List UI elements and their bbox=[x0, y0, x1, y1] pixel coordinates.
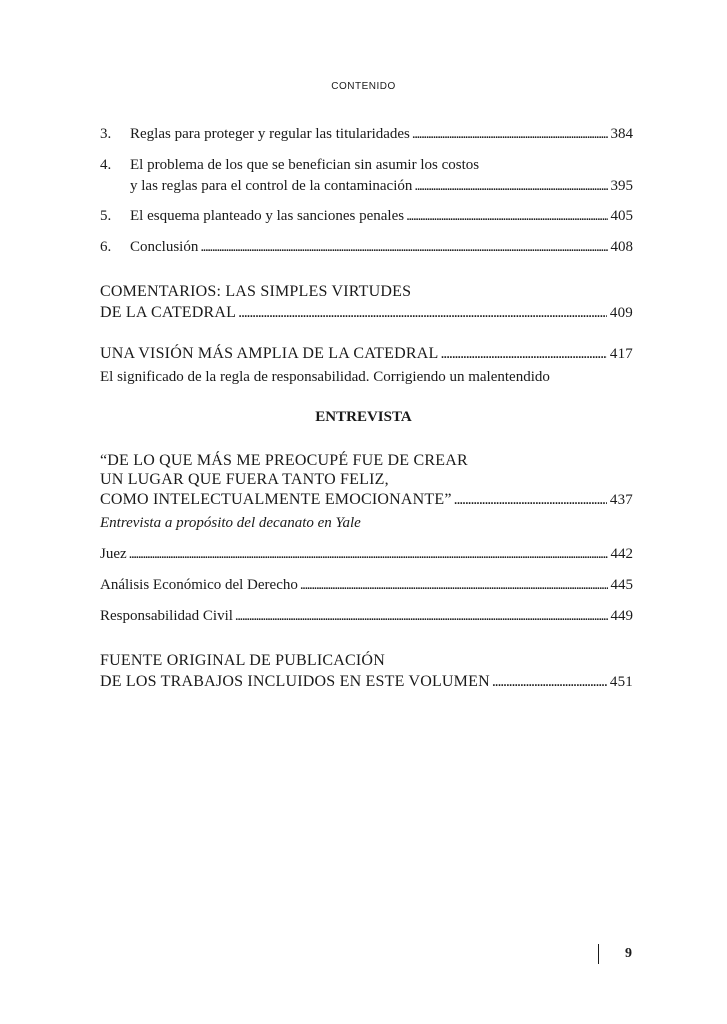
toc-entry-entrevista bbox=[100, 490, 633, 510]
toc-entry-responsabilidad bbox=[100, 607, 633, 626]
entry-title: Juez bbox=[100, 546, 127, 562]
entry-title-line1: El problema de los que se benefician sin asumir los costos bbox=[130, 157, 480, 173]
section-title: ENTREVISTA bbox=[315, 409, 412, 425]
entry-title: DE LOS TRABAJOS INCLUIDOS EN ESTE VOLUMEN bbox=[100, 673, 490, 690]
toc-entry-juez bbox=[100, 545, 633, 564]
dot-leader bbox=[412, 125, 608, 144]
toc-entry-vision bbox=[100, 344, 633, 364]
vision-subtitle: El significado de la regla de responsabilidad. Corrigiendo un malentendido bbox=[100, 369, 550, 385]
dot-leader bbox=[129, 545, 608, 564]
entry-number: 5. bbox=[100, 208, 112, 224]
dot-leader bbox=[441, 344, 607, 363]
running-head: CONTENIDO bbox=[331, 81, 396, 92]
dot-leader bbox=[414, 177, 607, 196]
comentarios-title-line1: COMENTARIOS: LAS SIMPLES VIRTUDES bbox=[100, 283, 412, 300]
entry-page: 417 bbox=[609, 346, 633, 362]
entry-number: 3. bbox=[100, 126, 112, 142]
entry-page: 451 bbox=[609, 674, 633, 690]
entry-title: DE LA CATEDRAL bbox=[100, 304, 237, 321]
dot-leader bbox=[200, 238, 607, 257]
dot-leader bbox=[406, 207, 607, 226]
dot-leader bbox=[300, 576, 608, 595]
entry-number: 6. bbox=[100, 239, 112, 255]
dot-leader bbox=[238, 303, 607, 322]
toc-entry-6 bbox=[100, 238, 633, 257]
toc-entry-3 bbox=[100, 125, 633, 144]
entry-page: 409 bbox=[609, 305, 633, 321]
fuente-title-line1: FUENTE ORIGINAL DE PUBLICACIÓN bbox=[100, 652, 385, 669]
dot-leader bbox=[235, 607, 608, 626]
entrevista-subtitle: Entrevista a propósito del decanato en Yale bbox=[100, 515, 361, 531]
entry-title: Análisis Económico del Derecho bbox=[100, 577, 298, 593]
entry-title: El esquema planteado y las sanciones penales bbox=[130, 208, 405, 224]
entry-page: 442 bbox=[610, 546, 633, 562]
entrevista-title-line2: UN LUGAR QUE FUERA TANTO FELIZ, bbox=[100, 471, 389, 488]
dot-leader bbox=[492, 672, 607, 691]
toc-entry-analisis bbox=[100, 576, 633, 595]
entry-title: y las reglas para el control de la contaminación bbox=[130, 178, 413, 194]
entrevista-title-line1: “DE LO QUE MÁS ME PREOCUPÉ FUE DE CREAR bbox=[100, 452, 468, 469]
folio-rule bbox=[598, 944, 599, 964]
entry-page: 445 bbox=[610, 577, 633, 593]
page-number: 9 bbox=[625, 946, 632, 961]
toc-entry-4 bbox=[100, 177, 633, 196]
entry-page: 408 bbox=[610, 239, 633, 255]
toc-entry-5 bbox=[100, 207, 633, 226]
entry-title: COMO INTELECTUALMENTE EMOCIONANTE” bbox=[100, 491, 452, 508]
entry-title: Responsabilidad Civil bbox=[100, 608, 233, 624]
entry-page: 437 bbox=[609, 492, 633, 508]
entry-number: 4. bbox=[100, 157, 112, 173]
dot-leader bbox=[454, 490, 607, 509]
toc-entry-fuente bbox=[100, 672, 633, 692]
entry-page: 395 bbox=[610, 178, 633, 194]
entry-page: 405 bbox=[610, 208, 633, 224]
toc-entry-4-line1 bbox=[100, 156, 633, 175]
entry-page: 449 bbox=[610, 608, 633, 624]
entry-title: UNA VISIÓN MÁS AMPLIA DE LA CATEDRAL bbox=[100, 345, 439, 362]
entry-title: Conclusión bbox=[130, 239, 199, 255]
toc-entry-comentarios bbox=[100, 303, 633, 323]
entry-page: 384 bbox=[610, 126, 633, 142]
entry-title: Reglas para proteger y regular las titularidades bbox=[130, 126, 410, 142]
